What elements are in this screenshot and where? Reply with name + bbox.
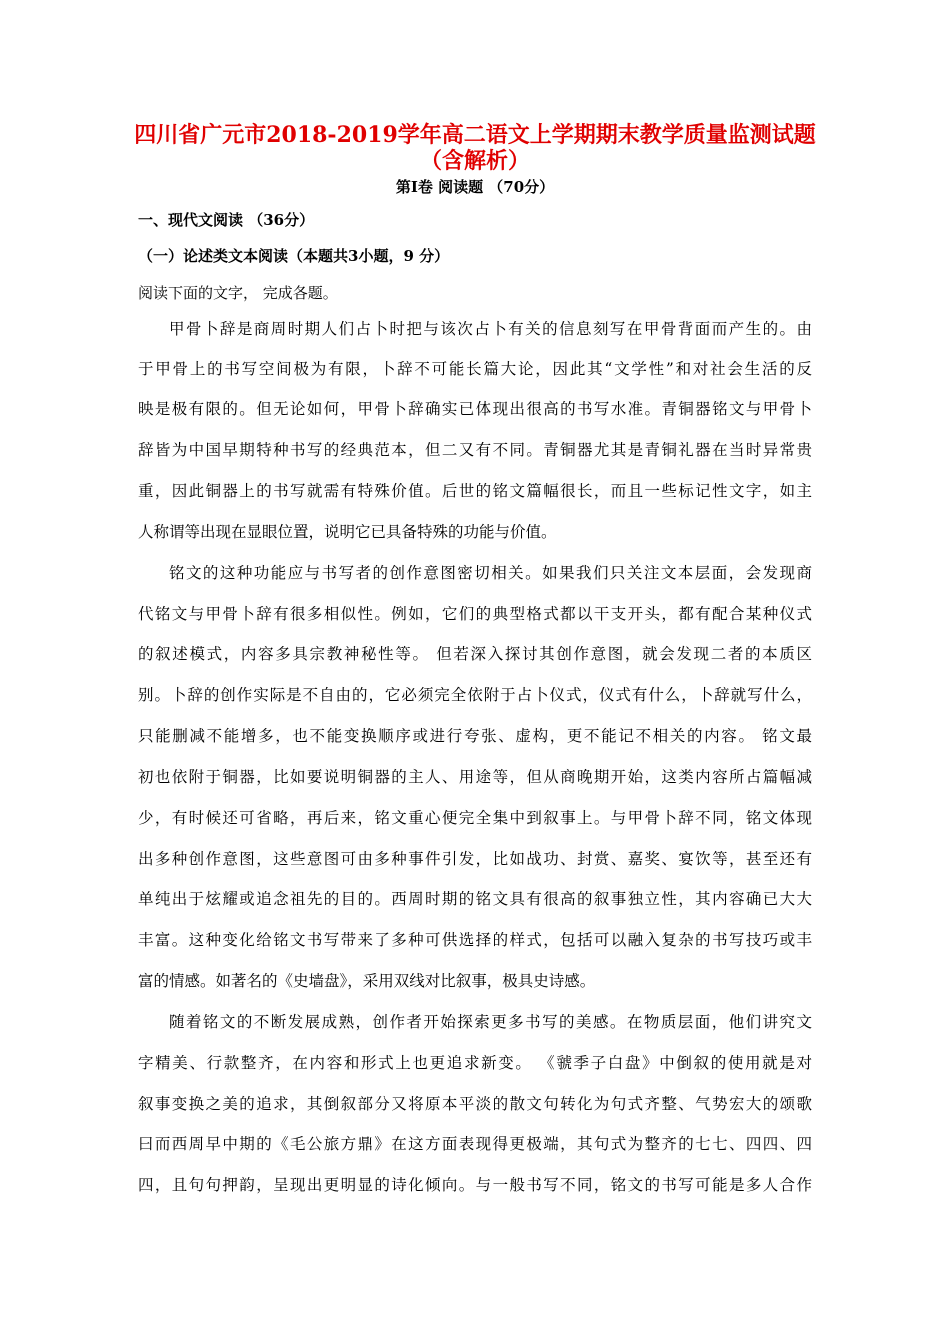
text-line: 曰而西周早中期的《毛公旅方鼎》在这方面表现得更极端，其句式为整齐的七七、四四、四: [138, 1135, 812, 1153]
text-line: 代铭文与甲骨卜辞有很多相似性。例如，它们的典型格式都以干支开头，都有配合某种仪式: [138, 605, 812, 623]
part-heading: 第Ⅰ卷 阅读题 （70分）: [395, 178, 555, 196]
text-line: 出多种创作意图，这些意图可由多种事件引发，比如战功、封赏、嘉奖、宴饮等，甚至还有: [138, 850, 812, 868]
text-line: 只能删减不能增多，也不能变换顺序或进行夸张、虚构，更不能记不相关的内容。 铭文最: [138, 727, 812, 745]
document-title-suffix: （含解析）: [419, 148, 530, 174]
text-line: 映是极有限的。但无论如何，甲骨卜辞确实已体现出很高的书写水准。青铜器铭文与甲骨卜: [138, 400, 812, 418]
document-title: 四川省广元市2018-2019学年高二语文上学期期末教学质量监测试题: [134, 122, 816, 148]
text-line: 人称谓等出现在显眼位置，说明它已具备特殊的功能与价值。: [138, 523, 557, 541]
section-heading: 一、现代文阅读 （36分）: [138, 211, 315, 229]
reading-instruction: 阅读下面的文字， 完成各题。: [138, 284, 338, 302]
text-line: 单纯出于炫耀或追念祖先的目的。西周时期的铭文具有很高的叙事独立性，其内容确已大大: [138, 890, 812, 908]
text-line: 四，且句句押韵，呈现出更明显的诗化倾向。与一般书写不同，铭文的书写可能是多人合作: [138, 1176, 812, 1194]
text-line: 重，因此铜器上的书写就需有特殊价值。后世的铭文篇幅很长，而且一些标记性文字，如主: [138, 482, 812, 500]
text-line: 铭文的这种功能应与书写者的创作意图密切相关。如果我们只关注文本层面，会发现商: [169, 564, 812, 582]
text-line: 辞皆为中国早期特种书写的经典范本，但二又有不同。青铜器尤其是青铜礼器在当时异常贵: [138, 441, 812, 459]
subsection-heading: （一）论述类文本阅读（本题共3小题，9 分）: [138, 247, 450, 265]
text-line: 字精美、行款整齐，在内容和形式上也更追求新变。 《虢季子白盘》中倒叙的使用就是对: [138, 1054, 812, 1072]
text-line: 甲骨卜辞是商周时期人们占卜时把与该次占卜有关的信息刻写在甲骨背面而产生的。由: [169, 320, 812, 338]
text-line: 随着铭文的不断发展成熟，创作者开始探索更多书写的美感。在物质层面，他们讲究文: [169, 1013, 812, 1031]
text-line: 于甲骨上的书写空间极为有限，卜辞不可能长篇大论，因此其“文学性”和对社会生活的反: [138, 360, 812, 378]
text-line: 丰富。这种变化给铭文书写带来了多种可供选择的样式，包括可以融入复杂的书写技巧或丰: [138, 931, 812, 949]
text-line: 初也依附于铜器，比如要说明铜器的主人、用途等，但从商晚期开始，这类内容所占篇幅减: [138, 768, 812, 786]
text-line: 的叙述模式，内容多具宗教神秘性等。 但若深入探讨其创作意图，就会发现二者的本质区: [138, 645, 812, 663]
text-line: 富的情感。如著名的《史墙盘》，采用双线对比叙事，极具史诗感。: [138, 972, 596, 990]
text-line: 少，有时候还可省略，再后来，铭文重心便完全集中到叙事上。与甲骨卜辞不同，铭文体现: [138, 809, 812, 827]
text-line: 叙事变换之美的追求，其倒叙部分又将原本平淡的散文句转化为句式齐整、气势宏大的颂歌: [138, 1095, 812, 1113]
text-line: 别。卜辞的创作实际是不自由的，它必须完全依附于占卜仪式，仪式有什么，卜辞就写什么，: [138, 686, 812, 704]
